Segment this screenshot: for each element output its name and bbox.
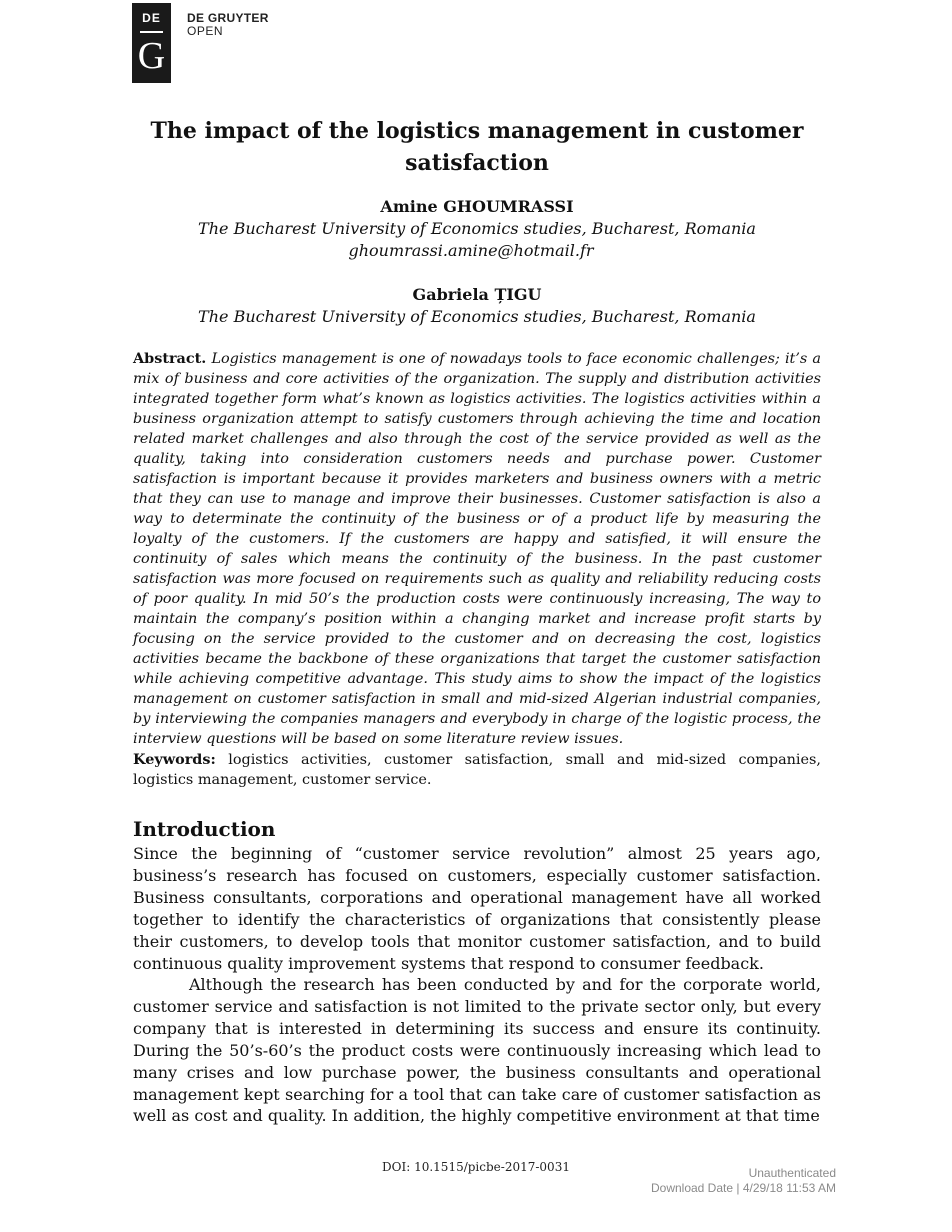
author-block-1 — [133, 196, 821, 262]
author-name: Gabriela ȚIGU — [412, 285, 542, 304]
unauthenticated-label: Unauthenticated — [748, 1166, 836, 1180]
logo-divider — [140, 31, 163, 33]
download-date: Download Date | 4/29/18 11:53 AM — [650, 1181, 836, 1195]
keywords-label: Keywords: — [133, 751, 216, 768]
author-name: Amine GHOUMRASSI — [380, 197, 574, 216]
keywords-text: logistics activities, customer satisfaction, small and mid-sized companies, logistics management, customer service. — [133, 752, 822, 788]
author-block-2 — [133, 284, 821, 328]
abstract-label: Abstract. — [133, 350, 207, 367]
author-affiliation: The Bucharest University of Economics studies, Bucharest, Romania — [198, 219, 756, 238]
abstract-text: Logistics management is one of nowadays tools to face economic challenges; it’s a mix of business and core activities of the organization. The supply and distribution activities integrated together form what’s known as logistics activities. The logistics activities within a business organization attempt to satisfy customers through achieving the time and location related market challenges and also through the cost of the service provided as well as the quality, taking into consideration customers needs and purchase power. Customer satisfaction is important because it provides marketers and business owners with a metric that they can use to manage and improve their businesses. Customer satisfaction is also a way to determinate the continuity of the business or of a product life by measuring the loyalty of the customers. If the customers are happy and satisfied, it will ensure the continuity of sales which means the continuity of the business. In the past customer satisfaction was more focused on requirements such as quality and reliability reducing costs of poor quality. In mid 50’s the production costs were continuously increasing, The way to maintain the company’s position within a changing market and increase profit starts by focusing on the service provided to the customer and on decreasing the cost, logistics activities became the backbone of these organizations that target the customer satisfaction while achieving competitive advantage. This study aims to show the impact of the logistics management on customer satisfaction in small and mid-sized Algerian industrial companies, by interviewing the companies managers and everybody in charge of the logistic process, the interview questions will be based on some literature review issues. — [133, 351, 821, 747]
keywords — [133, 750, 821, 790]
author-email[interactable]: ghoumrassi.amine@hotmail.fr — [348, 241, 594, 260]
publisher-name — [187, 12, 269, 38]
paper-title: The impact of the logistics management in customer satisfaction — [150, 118, 804, 176]
intro-paragraph-2: Although the research has been conducted by and for the corporate world, customer service and satisfaction is not limited to the private sector only, but every company that is interested in determining its success and ensure its continuity. During the 50’s-60’s the product costs were continuously increasing which lead to many crises and low purchase power, the business consultants and operational management kept searching for a tool that can take care of customer satisfaction as well as cost and quality. In addition, the highly competitive environment at that time — [133, 975, 821, 1126]
intro-paragraph-1: Since the beginning of “customer service revolution” almost 25 years ago, business’s research has focused on customers, especially customer satisfaction. Business consultants, corporations and operational management have all worked together to identify the characteristics of organizations that consistently please their customers, to develop tools that monitor customer satisfaction, and to build continuous quality improvement systems that respond to consumer feedback. — [133, 844, 821, 973]
section-heading-introduction: Introduction — [133, 817, 276, 841]
publisher-name-line: DE GRUYTER — [187, 11, 269, 25]
logo-top-text: DE — [142, 11, 161, 25]
access-stamp — [651, 1166, 836, 1196]
doi-footer[interactable]: DOI: 10.1515/picbe-2017-0031 — [382, 1160, 570, 1174]
publisher-logo — [132, 3, 171, 83]
author-affiliation: The Bucharest University of Economics studies, Bucharest, Romania — [198, 307, 756, 326]
publisher-tier: OPEN — [187, 24, 224, 38]
abstract — [133, 349, 821, 749]
logo-bottom-text: G — [137, 35, 166, 77]
